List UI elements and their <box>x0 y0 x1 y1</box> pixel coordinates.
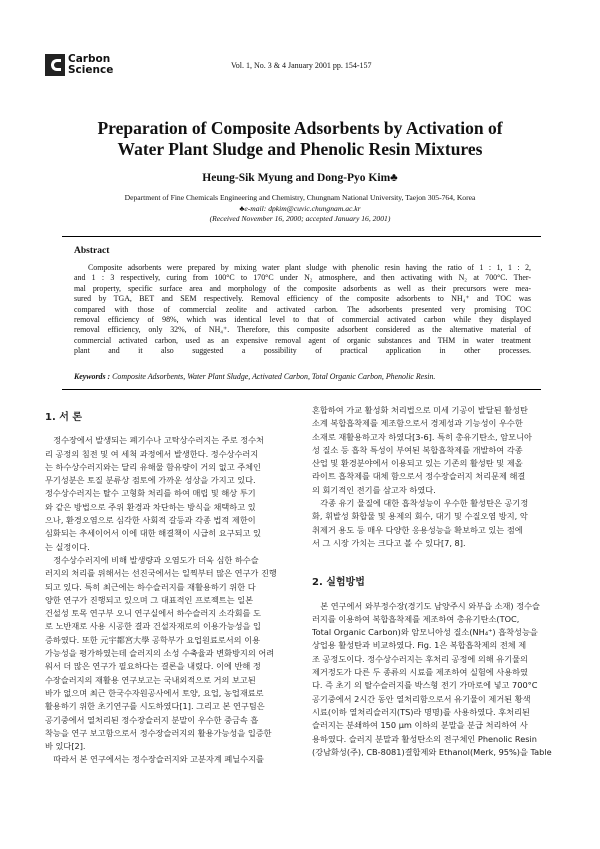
journal-logo <box>45 54 113 76</box>
body-text-line: 본 연구에서 와부정수장(경기도 남양주시 와부읍 소재) 정수슬 <box>312 600 540 611</box>
abstract-line: and 1 : 3 respectively, curing from 100°C to 170°C under N₂ atmosphere, and then activating with N₂ at 700°C. Ther- <box>74 273 531 283</box>
logo-line-1: Carbon <box>68 53 111 65</box>
abstract-box <box>62 236 541 390</box>
logo-line-2: Science <box>68 64 114 76</box>
body-text-line: 되고 있다. 특히 최근에는 하수슬러지를 재활용하기 위한 다 <box>45 581 256 592</box>
body-text-line: 러지를 이용하여 복합흡착제를 제조하여 총유기탄소(TOC, <box>312 613 520 624</box>
body-text-line: 와 같은 방법으로 주위 환경과 차단하는 방식을 채택하고 있 <box>45 501 256 512</box>
abstract-line: mal property, specific surface area and morphology of the composite adsorbents as well as their precursors were mea- <box>74 283 531 293</box>
abstract-line: sured by TGA, BET and SEM respectively. Removal efficiency of the composite adsorbents to NH₄⁺ and TOC was <box>74 294 531 304</box>
body-text-line: 서 그 시장 가치는 크다고 볼 수 있다[7, 8]. <box>312 537 466 548</box>
body-text-line: 수장슬러지의 재활용 연구보고는 국내외적으로 거의 보고된 <box>45 674 256 685</box>
body-text-line: 정수상수러지는 탈수 고형화 처리를 하여 매립 및 해상 투기 <box>45 488 256 499</box>
body-text-line: 로 노반재로 사용 시공한 결과 건설자재로의 이용가능성을 입 <box>45 621 261 632</box>
body-text-line: (강남화성(주), CB-8081)결합제와 Ethanol(Merk, 95%)을 Table <box>312 746 552 757</box>
body-text-line: 다. 즉 초기 의 탈수슬러지를 박스형 전기 가마로에 넣고 700°C <box>312 680 538 691</box>
body-text-line: 착능을 연구 보고함으로서 정수장슬러지의 활용가능성을 입증한 <box>45 727 272 738</box>
authors: Heung-Sik Myung and Dong-Pyo Kim♣ <box>202 172 398 184</box>
title-line-1: Preparation of Composite Adsorbents by Activation of <box>97 118 503 138</box>
body-text-line: 는 하수상수러지와는 달리 유해물 함유량이 거의 없고 주체인 <box>45 461 261 472</box>
left-column <box>45 411 295 767</box>
body-text-line: 무기성분은 토질 분류상 점토에 가까운 성상을 가지고 있다. <box>45 475 256 486</box>
body-text-line: 화, 휘발성 화합물 및 용제의 회수, 대기 및 수질오염 방지, 악 <box>312 511 528 522</box>
body-text-line: 러지의 처리를 위해서는 선진국에서는 일찍부터 많은 연구가 진행 <box>45 568 277 579</box>
abstract-line: Composite adsorbents were prepared by mixing water plant sludge with phenolic resin having the ratio of 1 : 1, 1 : 2, <box>88 263 531 272</box>
body-text-line: 으나, 환경오염으로 심각한 사회적 갈등과 각종 법적 제한이 <box>45 515 256 526</box>
keywords-text: Composite Adsorbents, Water Plant Sludge, Activated Carbon, Total Organic Carbon, Phenolic Resin. <box>112 372 436 381</box>
body-text-line: 활용하기 위한 초기연구를 시도하였다[1]. 그리고 본 연구팀은 <box>45 701 265 712</box>
title-line-2: Water Plant Sludge and Phenolic Resin Mixtures <box>117 139 483 159</box>
received-dates: (Received November 16, 2000; accepted January 16, 2001) <box>209 214 391 223</box>
paper-title <box>60 118 540 160</box>
abstract-line: plant and it also suggested a possibility of practical application in other processes. <box>74 346 531 356</box>
abstract-line: commercial activated carbon, used as an expensive removal agent of organic substances and THM in water treatment <box>74 335 531 345</box>
body-text-line: 산업 및 환경분야에서 이용되고 있는 기존의 활성탄 및 제올 <box>312 458 523 469</box>
left-column-text <box>45 434 295 766</box>
body-text-line: 따라서 본 연구에서는 정수장슬러지와 고분자계 폐닐수지를 <box>45 754 264 765</box>
section-heading-introduction: 1. 서 론 <box>45 412 83 423</box>
body-text-line: 건설성 토목 연구부 오니 연구실에서 하수슬러지 소각회를 도 <box>45 608 261 619</box>
body-text-line: 양한 연구가 진행되고 있으며 그 대표적인 프로젝트는 일본 <box>45 594 254 605</box>
right-column-text-2 <box>312 600 564 760</box>
section-heading-experimental: 2. 실험방법 <box>312 577 365 589</box>
right-column <box>312 404 564 759</box>
body-text-line: 소재로 재활용하고자 하였다[3-6]. 특히 총유기탄소, 암모니아 <box>312 431 532 442</box>
body-text-line: 소계 복합흡착제를 제조함으로서 경제성과 기능성이 우수한 <box>312 418 523 429</box>
email: ♣e-mail: dpkim@cuvic.chungnam.ac.kr <box>239 203 361 213</box>
body-text-line: 리 공정의 침전 및 여 세척 과정에서 발생한다. 정수상수러지 <box>45 448 259 459</box>
body-text-line: 공기중에서 열처리된 정수장슬러지 분말이 우수한 중금속 흡 <box>45 714 259 725</box>
body-text-line: 각종 유기 물질에 대한 흡착성능이 우수한 활성탄은 공기정 <box>312 498 529 509</box>
body-text-line: 가능성을 평가하였는데 슬러지의 소성 수축율과 변화방지의 어려 <box>45 648 275 659</box>
body-text-line: 용하였다. 슬러지 분말과 활성탄소의 전구체인 Phenolic Resin <box>312 733 537 744</box>
body-text-line: 정수장에서 발생되는 폐기수나 고탁상수러지는 주로 정수처 <box>45 435 264 446</box>
body-text-line: 취제거 용도 등 매우 다양한 응용성능을 확보하고 있는 점에 <box>312 524 523 535</box>
body-text-line: 공기중에서 2시간 동안 열처리함으로서 유기물이 제거된 황색 <box>312 693 531 704</box>
body-text-line: 심화되는 추세이어서 이에 대한 해결책이 시급히 요구되고 있 <box>45 528 261 539</box>
body-text-line: 성 질소 등 흡착 특성이 부여된 복합흡착제를 개발하여 각종 <box>312 444 523 455</box>
body-text-line: 워서 더 많은 연구가 필요하다는 결론을 내렸다. 이에 반해 정 <box>45 661 261 672</box>
body-text-line: 바 있다[2]. <box>45 741 86 752</box>
body-text-line: Total Organic Carbon)와 암모니아성 질소(NH₄⁺) 흡착성능을 <box>312 627 538 638</box>
body-text-line: 상업용 활성탄과 비교하였다. Fig. 1은 복합흡착제의 전체 제 <box>312 640 527 651</box>
carbon-science-logo-icon <box>45 54 65 76</box>
affiliation-block <box>0 193 600 225</box>
journal-info: Vol. 1, No. 3 & 4 January 2001 pp. 154-157 <box>231 61 372 70</box>
affiliation: Department of Fine Chemicals Engineering and Chemistry, Chungnam National University, Taejon 305-764, Korea <box>124 193 476 202</box>
body-text-line: 제거정도가 다른 두 종류의 시료를 제조하여 실험에 사용하였 <box>312 667 528 678</box>
body-text-line: 시료(이하 열처리슬러지(TS)라 명명)를 사용하였다. 후처리된 <box>312 706 530 717</box>
body-text-line: 혼합하여 가교 활성화 처리법으로 미세 기공이 발달된 활성탄 <box>312 405 528 415</box>
body-text-line: 조 공정도이다. 정수상수러지는 후처리 공정에 의해 유기물의 <box>312 653 528 664</box>
body-text-line: 정수상수러지에 비해 발생량과 오염도가 더욱 심한 하수슬 <box>45 554 259 565</box>
right-column-text-1 <box>312 404 564 550</box>
keywords <box>74 372 435 381</box>
abstract-line: compared with those of commercial zeolite and activated carbon. The adsorbents presented very promising TOC <box>74 304 531 314</box>
body-text-line: 는 실정이다. <box>45 541 90 552</box>
abstract-line: removal efficiency of 98%, which was identical level to that of commercial activated carbon while they displayed <box>74 315 531 325</box>
abstract-text <box>74 263 531 357</box>
abstract-line: removal efficiency, only 32%, of NH₄⁺. Therefore, this composite adsorbent considered as the alternative material of <box>74 325 531 335</box>
body-text-line: 의 회기적인 전기를 삼고자 하였다. <box>312 484 436 495</box>
body-text-line: 슬러지는 분쇄하여 150 µm 이하의 분말을 분급 처리하여 사 <box>312 720 528 731</box>
body-text-line: 라이트 흡착제를 대체 함으로서 정수장슬러지 처리문제 해결 <box>312 471 526 482</box>
body-text-line: 바가 없으며 최근 한국수자원공사에서 토양, 요업, 농업재료로 <box>45 687 264 698</box>
abstract-heading: Abstract <box>74 246 110 256</box>
keywords-label: Keywords : <box>74 372 111 381</box>
logo-text <box>68 54 113 76</box>
body-text-line: 증하였다. 또한 元宇都宮大學 공학부가 요업원료로서의 이용 <box>45 634 261 645</box>
